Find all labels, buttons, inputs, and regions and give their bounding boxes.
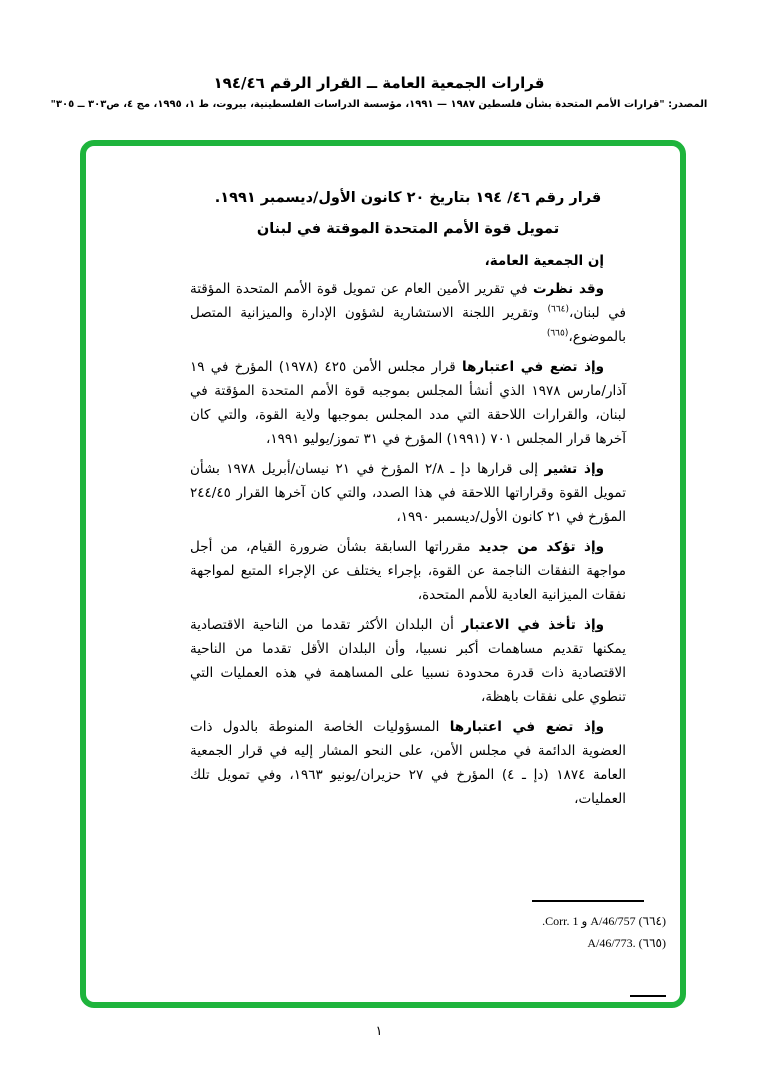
page-number: ١ bbox=[375, 1024, 383, 1039]
page-title: قرارات الجمعية العامة ــ القرار الرقم ٤٦‏/١٩٤ bbox=[213, 74, 545, 92]
paragraph-lead: وإذ تؤكد من جديد bbox=[478, 539, 604, 555]
preamble-paragraph-1 bbox=[190, 277, 626, 349]
paragraph-text: في تقرير الأمين العام عن تمويل قوة الأمم المتحدة المؤقتة في لبنان، bbox=[190, 281, 626, 321]
footnote-period: . bbox=[542, 914, 546, 928]
preamble-paragraph-6 bbox=[190, 715, 626, 811]
footnotes-section bbox=[100, 900, 666, 954]
preamble-paragraph-5 bbox=[190, 613, 626, 709]
footnote-ref-665: (٦٦٥) bbox=[546, 328, 569, 339]
paragraph-text: مقرراتها السابقة بشأن ضرورة القيام، من أجل مواجهة النفقات الناجمة عن القوة، بإجراء يختلف عن الإجراء المتبع لمواجهة نفقات الميزانية العادية للأمم المتحدة، bbox=[190, 539, 626, 603]
page-header bbox=[0, 0, 758, 110]
resolution-subtitle: تمويل قوة الأمم المتحدة الموقتة في لبنان bbox=[256, 221, 560, 237]
footnote-number: (٦٦٤) bbox=[638, 914, 666, 928]
resolution-content bbox=[86, 146, 680, 811]
resolution-title: قرار رقم ٤٦‏/ ١٩٤ بتاريخ ٢٠ كانون الأول/ديسمبر ١٩٩١. bbox=[214, 190, 602, 206]
paragraph-text: المسؤوليات الخاصة المنوطة بالدول ذات العضوية الدائمة في مجلس الأمن، على النحو المشار إليه في قرار الجمعية العامة ١٨٧٤ (دإ ـ ٤) المؤرخ في ٢٧ حزيران/يونيو ١٩٦٣، وفي تمويل تلك العمليات، bbox=[190, 719, 626, 807]
paragraph-lead: وإذ تأخذ في الاعتبار bbox=[461, 617, 604, 633]
opening-phrase: إن الجمعية العامة، bbox=[484, 253, 604, 269]
footnote-separator-rule bbox=[532, 900, 644, 902]
paragraph-lead: وإذ تضع في اعتبارها bbox=[461, 359, 605, 375]
source-citation-line: المصدر: "قرارات الأمم المتحدة بشأن فلسطين ١٩٨٧ — ١٩٩١، مؤسسة الدراسات الفلسطينية، بيروت، ط ١، ١٩٩٥، مج ٤، ص٣٠٣ ــ ٣٠٥" bbox=[50, 99, 708, 110]
footnote-document-symbol: A/46/773. bbox=[587, 936, 636, 950]
footnote-ref-664: (٦٦٤) bbox=[547, 304, 570, 315]
scan-artifact-line bbox=[630, 995, 666, 997]
preamble-paragraph-4 bbox=[190, 535, 626, 607]
footnote-number: (٦٦٥) bbox=[638, 936, 666, 950]
footnote-conjunction: و bbox=[581, 914, 588, 928]
paragraph-lead: وإذ تضع في اعتبارها bbox=[449, 719, 604, 735]
resolution-box bbox=[80, 140, 686, 1008]
footnote-corrigendum: Corr. 1 bbox=[545, 914, 579, 928]
paragraph-text: أن البلدان الأكثر تقدما من الناحية الاقتصادية يمكنها تقديم مساهمات أكبر نسبيا، وأن البلدان الأقل تقدما من الناحية الاقتصادية ذات قدرة محدودة نسبيا على المساهمة في هذه العمليات التي تنطوي على نفقات باهظة، bbox=[190, 617, 626, 705]
paragraph-lead: وإذ تشير bbox=[544, 461, 604, 477]
footnote-document-symbol: A/46/757 bbox=[590, 914, 636, 928]
footnote-664 bbox=[100, 910, 666, 932]
paragraph-text: قرار مجلس الأمن ٤٢٥ (١٩٧٨) المؤرخ في ١٩ آذار/مارس ١٩٧٨ الذي أنشأ المجلس بموجبه قوة الأمم المتحدة المؤقتة في لبنان، والقرارات اللاحقة التي مدد المجلس بموجبها ولاية القوة، والتي كان آخرها قرار المجلس ٧٠١ (١٩٩١) المؤرخ في ٣١ تموز/يوليو ١٩٩١، bbox=[190, 359, 626, 447]
paragraph-text: وتقرير اللجنة الاستشارية لشؤون الإدارة والميزانية المتصل بالموضوع، bbox=[190, 305, 626, 345]
paragraph-lead: وقد نظرت bbox=[532, 281, 604, 297]
footnote-665 bbox=[100, 932, 666, 954]
preamble-paragraph-2 bbox=[190, 355, 626, 451]
paragraph-text: إلى قرارها دإ ـ ٨‏/٢ المؤرخ في ٢١ نيسان/أبريل ١٩٧٨ بشأن تمويل القوة وقراراتها اللاحقة في هذا الصدد، والتي كان آخرها القرار ٤٥‏/٢٤٤ المؤرخ في ٢١ كانون الأول/ديسمبر ١٩٩٠، bbox=[190, 461, 626, 525]
preamble-paragraph-3 bbox=[190, 457, 626, 529]
